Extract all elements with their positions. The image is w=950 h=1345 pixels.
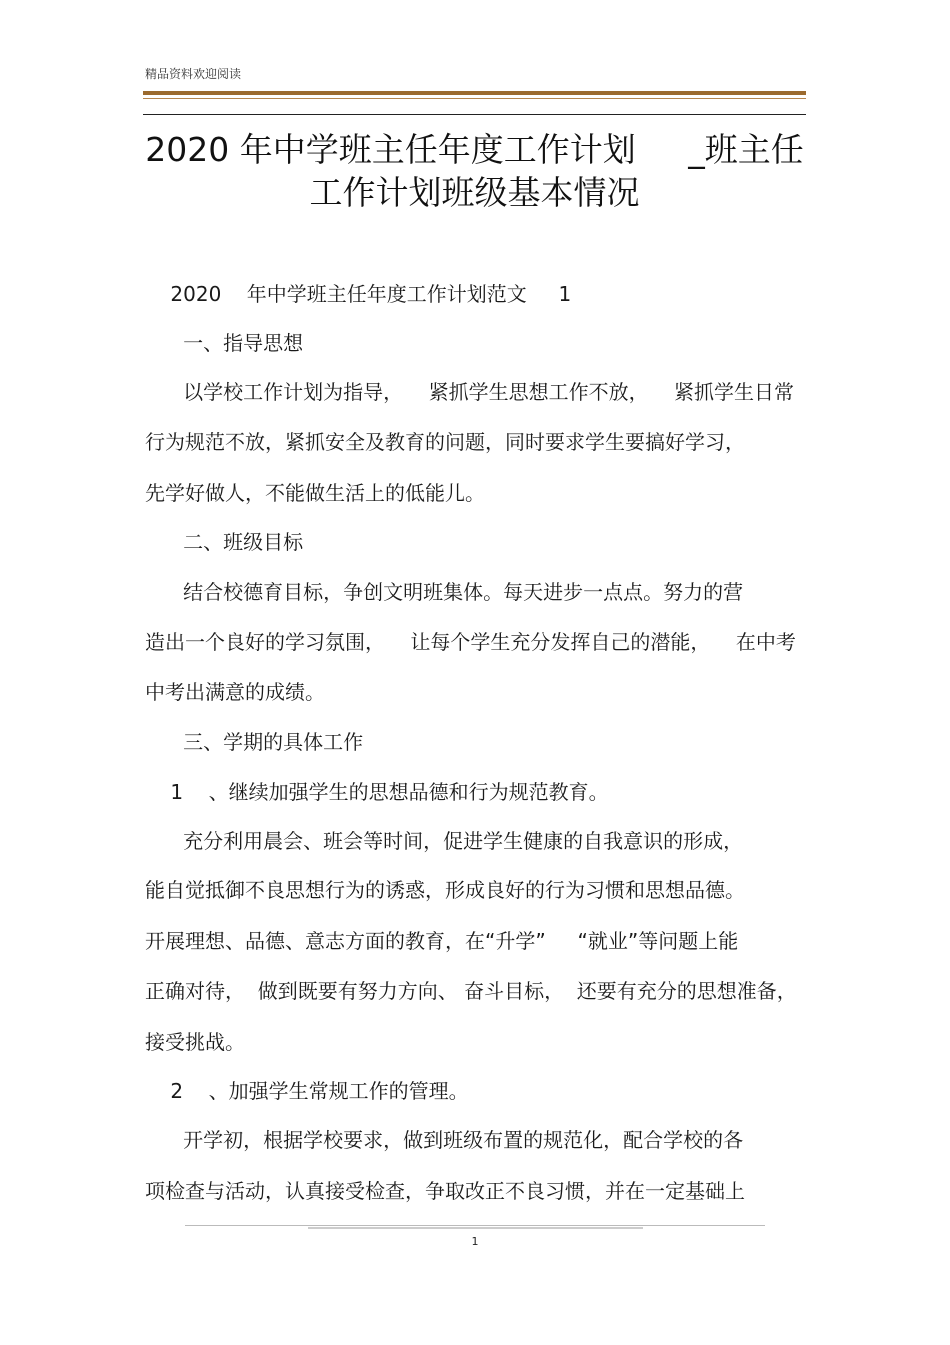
body-line: 开学初，根据学校要求，做到班级布置的规范化，配合学校的各 [145,1128,744,1152]
list-item: 2 、加强学生常规工作的管理。 [145,1079,469,1103]
header-label: 精品资料欢迎阅读 [145,67,242,81]
document-title-line-1: 2020 年中学班主任年度工作计划 _班主任 [145,130,804,169]
header-rule-thick [143,91,806,95]
body-line: 中考出满意的成绩。 [145,680,325,704]
body-line: 能自觉抵御不良思想行为的诱惑，形成良好的行为习惯和思想品德。 [145,878,745,902]
body-line: 行为规范不放，紧抓安全及教育的问题，同时要求学生要搞好学习， [145,430,745,454]
body-line: 项检查与活动，认真接受检查，争取改正不良习惯，并在一定基础上 [145,1179,745,1203]
section-heading: 二、班级目标 [145,530,304,554]
body-line: 先学好做人，不能做生活上的低能儿。 [145,481,485,505]
footer-rule [185,1225,765,1226]
document-title-line-2: 工作计划班级基本情况 [309,173,640,212]
section-heading: 三、学期的具体工作 [145,730,364,754]
body-line: 正确对待， 做到既要有努力方向、 奋斗目标， 还要有充分的思想准备， [145,979,797,1003]
body-line: 接受挑战。 [145,1030,245,1054]
list-item: 1 、继续加强学生的思想品德和行为规范教育。 [145,780,609,804]
body-line: 以学校工作计划为指导， 紧抓学生思想工作不放， 紧抓学生日常 [145,380,795,404]
body-line: 造出一个良好的学习氛围， 让每个学生充分发挥自己的潜能， 在中考 [145,630,796,654]
body-line: 结合校德育目标，争创文明班集体。每天进步一点点。努力的营 [145,580,744,604]
body-line: 充分利用晨会、班会等时间，促进学生健康的自我意识的形成， [145,829,744,853]
header-rule-main [143,114,806,115]
page-number: 1 [471,1235,479,1248]
header-rule-thin [143,98,806,99]
body-line: 开展理想、品德、意志方面的教育，在“升学” “就业”等问题上能 [145,929,739,953]
footer-rule-accent [308,1227,643,1229]
subtitle-line: 2020 年中学班主任年度工作计划范文 1 [145,282,572,306]
section-heading: 一、指导思想 [145,331,304,355]
